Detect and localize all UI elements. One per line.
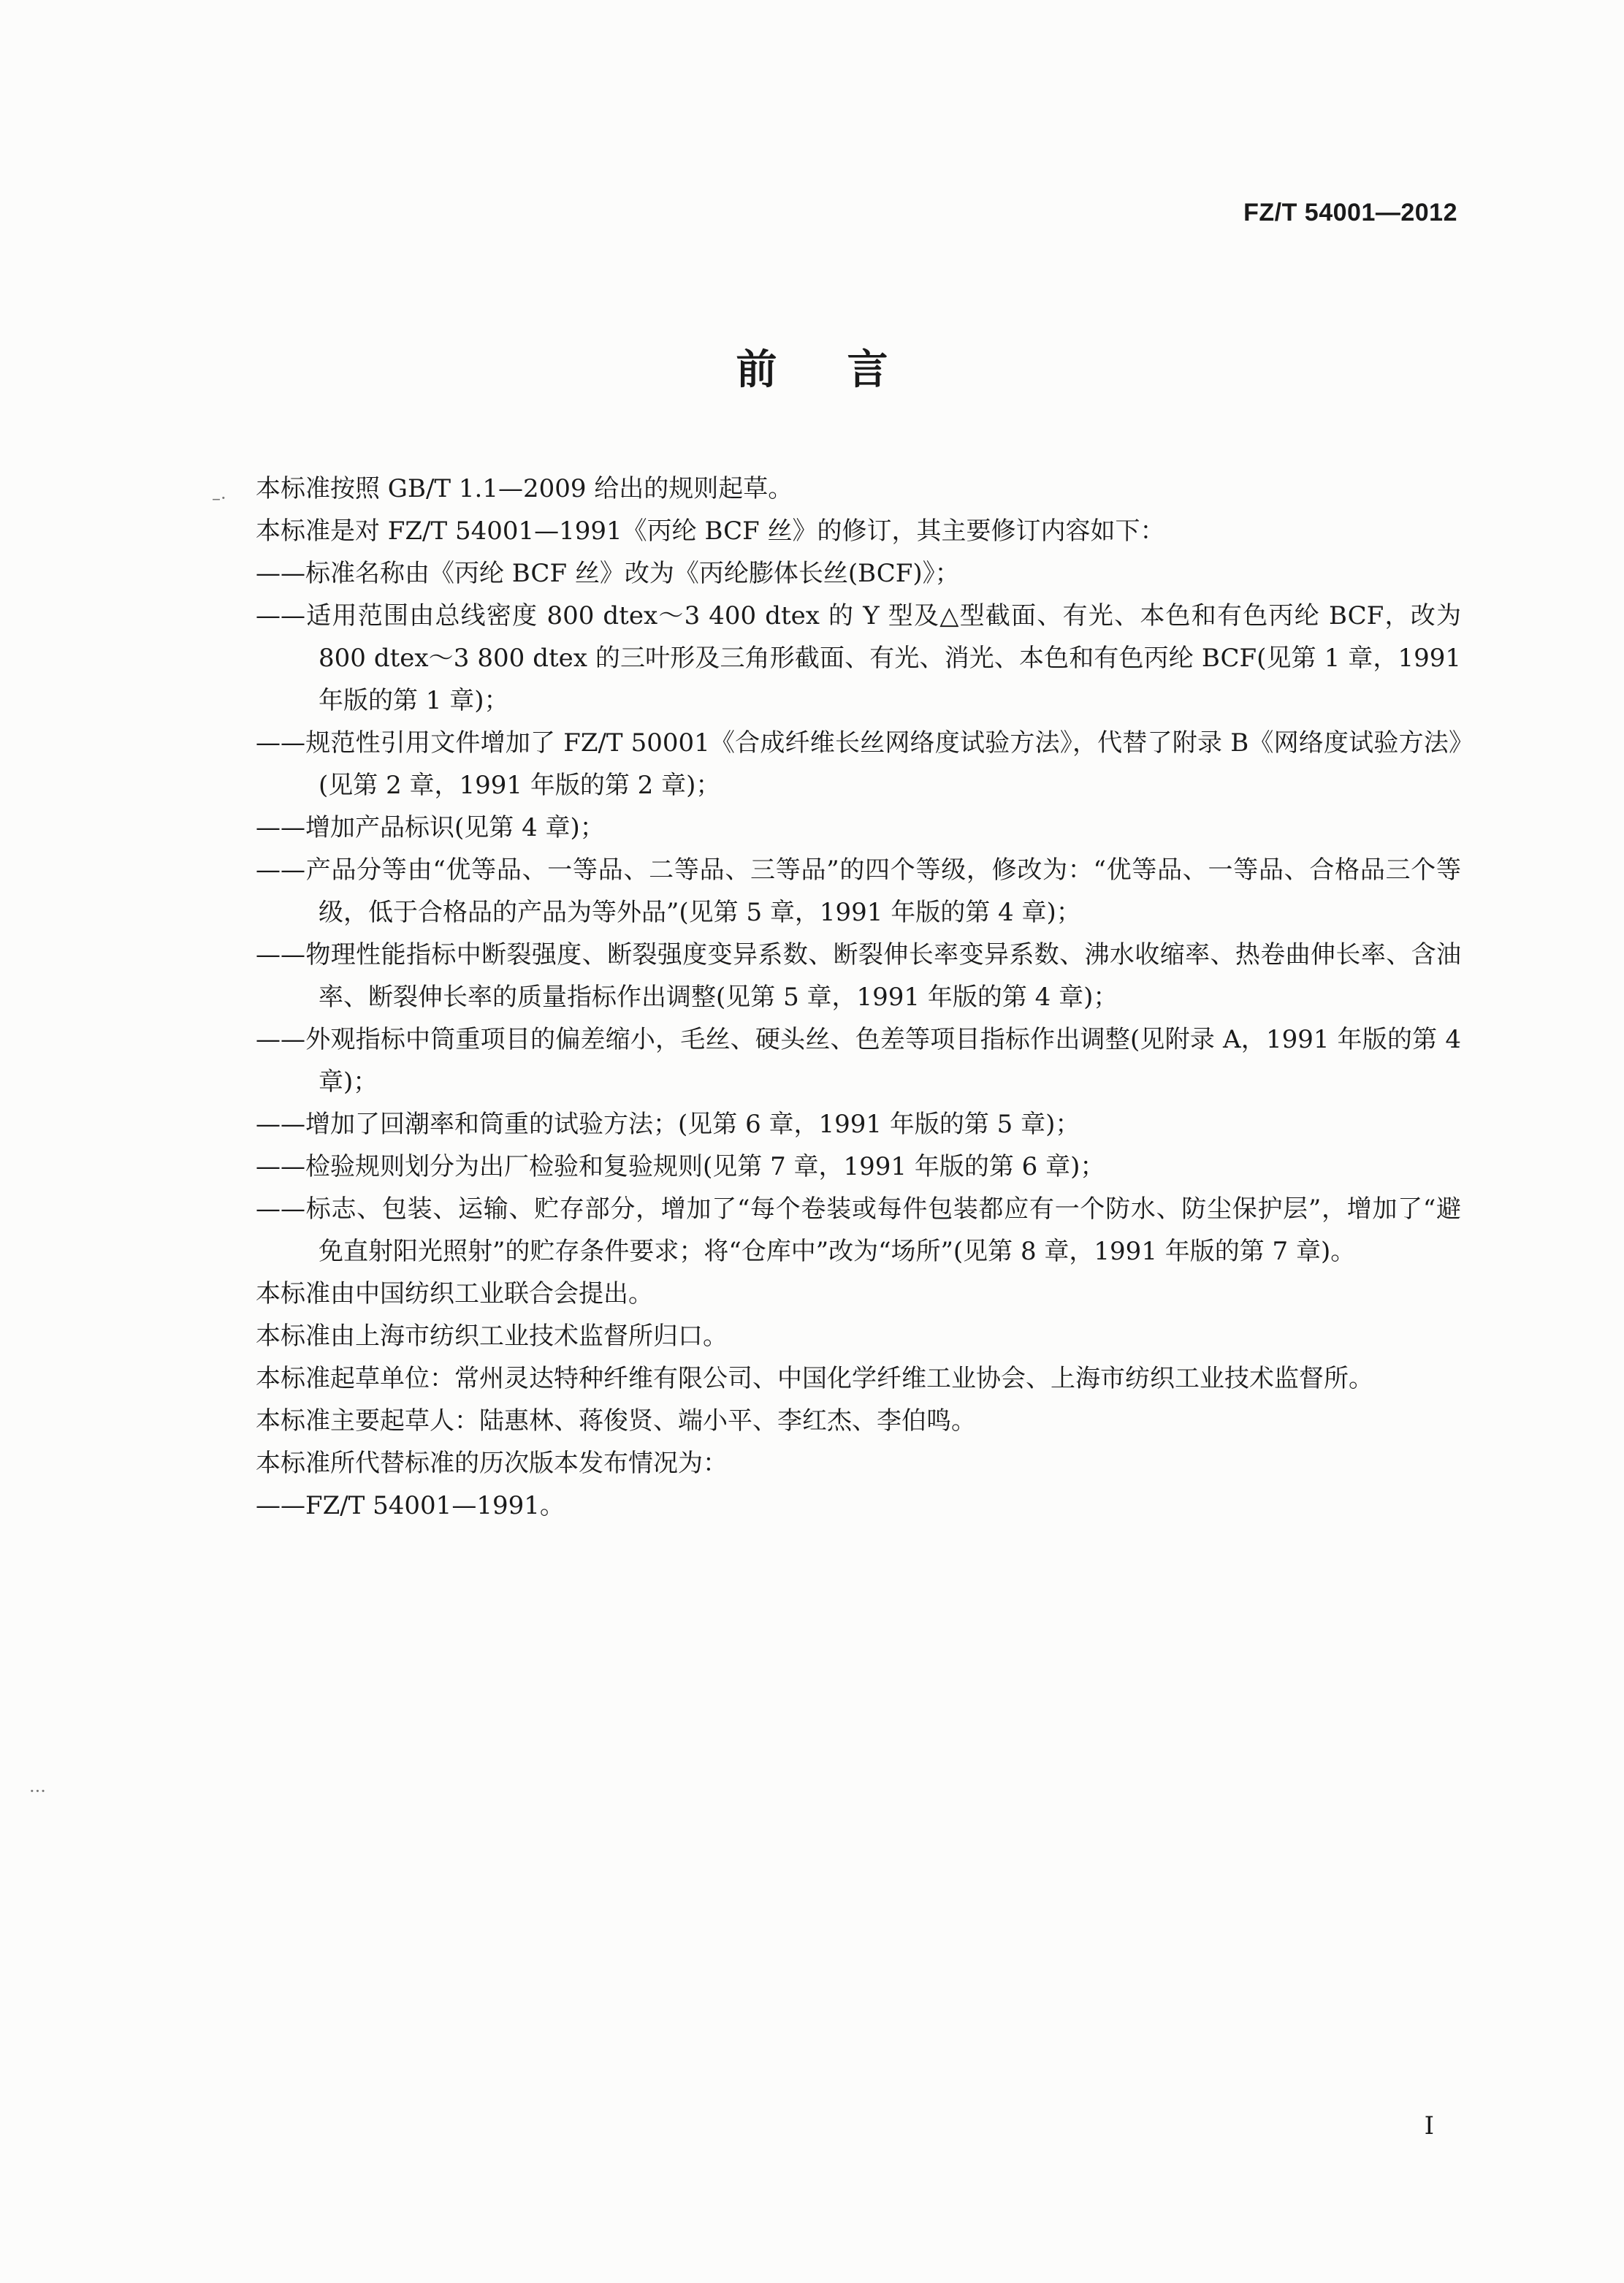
revision-item: ——物理性能指标中断裂强度、断裂强度变异系数、断裂伸长率变异系数、沸水收缩率、热卷曲伸长率、含油率、断裂伸长率的质量指标作出调整(见第 5 章，1991 年版的第 4 章)； <box>256 940 1461 1012</box>
scan-artifact-mark: –· <box>212 488 226 508</box>
paragraph-history-intro: 本标准所代替标准的历次版本发布情况为： <box>256 1449 728 1478</box>
revision-item: ——增加产品标识(见第 4 章)； <box>256 813 605 842</box>
revision-item: ——增加了回潮率和筒重的试验方法；(见第 6 章，1991 年版的第 5 章)； <box>256 1110 1080 1139</box>
revision-item: ——标准名称由《丙纶 BCF 丝》改为《丙纶膨体长丝(BCF)》； <box>256 559 960 588</box>
history-item: ——FZ/T 54001—1991。 <box>256 1491 565 1520</box>
revision-item: ——检验规则划分为出厂检验和复验规则(见第 7 章，1991 年版的第 6 章)； <box>256 1152 1105 1181</box>
page-title: 前言 <box>736 346 958 394</box>
paragraph-administrator: 本标准由上海市纺织工业技术监督所归口。 <box>256 1322 728 1351</box>
standard-number: FZ/T 54001—2012 <box>1243 199 1457 226</box>
revision-item: ——适用范围由总线密度 800 dtex～3 400 dtex 的 Y 型及△型截面、有光、本色和有色丙纶 BCF，改为 800 dtex～3 800 dtex 的三叶形及三角形截面、有光、消光、本色和有色丙纶 BCF(见第 1 章，1991 年版的第 1 章)； <box>256 601 1461 715</box>
foreword-body <box>206 468 1461 1527</box>
paragraph-revision-intro: 本标准是对 FZ/T 54001—1991《丙纶 BCF 丝》的修订，其主要修订内容如下： <box>256 517 1165 546</box>
scan-artifact-dots: ··· <box>29 1781 46 1802</box>
revision-item: ——外观指标中筒重项目的偏差缩小，毛丝、硬头丝、色差等项目指标作出调整(见附录 A，1991 年版的第 4 章)； <box>256 1025 1461 1097</box>
paragraph-proposer: 本标准由中国纺织工业联合会提出。 <box>256 1279 653 1308</box>
revision-item: ——规范性引用文件增加了 FZ/T 50001《合成纤维长丝网络度试验方法》，代替了附录 B《网络度试验方法》(见第 2 章，1991 年版的第 2 章)； <box>256 728 1461 800</box>
revision-item: ——标志、包装、运输、贮存部分，增加了“每个卷装或每件包装都应有一个防水、防尘保护层”，增加了“避免直射阳光照射”的贮存条件要求；将“仓库中”改为“场所”(见第 8 章，1991 年版的第 7 章)。 <box>256 1194 1461 1266</box>
paragraph-drafting-units: 本标准起草单位：常州灵达特种纤维有限公司、中国化学纤维工业协会、上海市纺织工业技术监督所。 <box>256 1364 1373 1393</box>
revision-item: ——产品分等由“优等品、一等品、二等品、三等品”的四个等级，修改为：“优等品、一等品、合格品三个等级，低于合格品的产品为等外品”(见第 5 章，1991 年版的第 4 章)； <box>256 855 1461 927</box>
paragraph-drafting-rules: 本标准按照 GB/T 1.1—2009 给出的规则起草。 <box>256 474 793 503</box>
paragraph-drafters: 本标准主要起草人：陆惠林、蒋俊贤、端小平、李红杰、李伯鸣。 <box>256 1406 976 1436</box>
page-number: I <box>1424 2111 1434 2141</box>
